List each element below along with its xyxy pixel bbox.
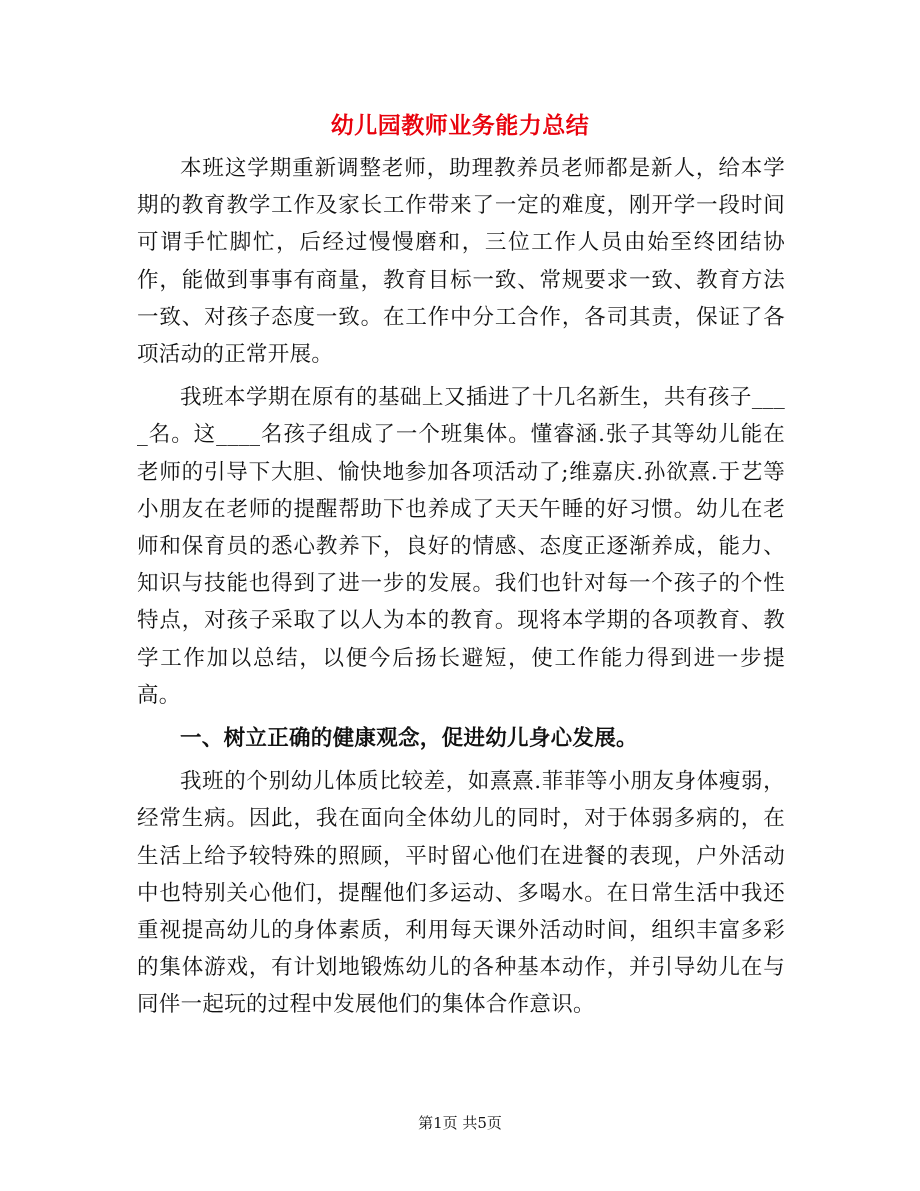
section-heading-health: 一、树立正确的健康观念，促进幼儿身心发展。 <box>180 726 638 752</box>
paragraph-staff-cooperation: 本班这学期重新调整老师，助理教养员老师都是新人，给本学期的教育教学工作及家长工作带来了一定的难度，刚开学一段时间可谓手忙脚忙，后经过慢慢磨和，三位工作人员由始至终团结协作，能做到事事有商量，教育目标一致、常规要求一致、教育方法一致、对孩子态度一致。在工作中分工合作，各司其责，保证了各项活动的正常开展。 <box>137 156 785 368</box>
document-title: 幼儿园教师业务能力总结 <box>330 113 590 139</box>
paragraph-health-measures: 我班的个别幼儿体质比较差，如熹熹.菲菲等小朋友身体瘦弱，经常生病。因此，我在面向全体幼儿的同时，对于体弱多病的，在生活上给予较特殊的照顾，平时留心他们在进餐的表现，户外活动中也特别关心他们，提醒他们多运动、多喝水。在日常生活中我还重视提高幼儿的身体素质，利用每天课外活动时间，组织丰富多彩的集体游戏，有计划地锻炼幼儿的各种基本动作，并引导幼儿在与同伴一起玩的过程中发展他们的集体合作意识。 <box>137 769 785 1018</box>
page-number: 第1页 共5页 <box>418 1114 502 1132</box>
paragraph-class-overview: 我班本学期在原有的基础上又插进了十几名新生，共有孩子____名。这____名孩子组成了一个班集体。懂睿涵.张子其等幼儿能在老师的引导下大胆、愉快地参加各项活动了;维嘉庆.孙欲熹.于艺等小朋友在老师的提醒帮助下也养成了天天午睡的好习惯。幼儿在老师和保育员的悉心教养下，良好的情感、态度正逐渐养成，能力、知识与技能也得到了进一步的发展。我们也针对每一个孩子的个性特点，对孩子采取了以人为本的教育。现将本学期的各项教育、教学工作加以总结，以便今后扬长避短，使工作能力得到进一步提高。 <box>137 385 785 708</box>
document-body <box>137 150 785 1024</box>
